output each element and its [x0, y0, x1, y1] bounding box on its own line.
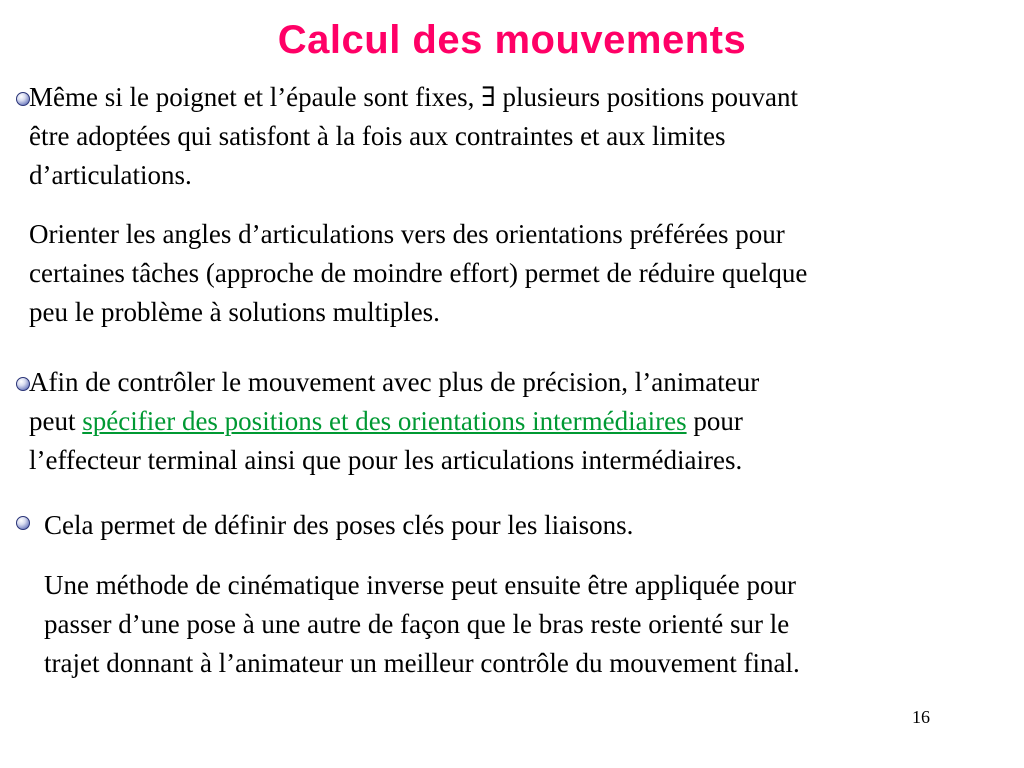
text-fragment: pour [686, 406, 743, 436]
text-line: peu le problème à solutions multiples. [29, 297, 440, 327]
bullet-paragraph-1 [29, 78, 798, 195]
sphere-bullet-icon [16, 92, 30, 106]
text-line: Orienter les angles d’articulations vers des orientations préférées pour [29, 219, 785, 249]
text-line: Même si le poignet et l’épaule sont fixes, ∃ plusieurs positions pouvant [29, 82, 799, 112]
bullet-paragraph-2 [29, 363, 759, 480]
text-line: être adoptées qui satisfont à la fois aux contraintes et aux limites [29, 121, 726, 151]
text-line: Cela permet de définir des poses clés pour les liaisons. [44, 510, 634, 540]
text-line: trajet donnant à l’animateur un meilleur contrôle du mouvement final. [44, 648, 800, 678]
text-line: l’effecteur terminal ainsi que pour les articulations intermédiaires. [29, 445, 743, 475]
text-line: d’articulations. [29, 160, 192, 190]
hyperlink[interactable]: spécifier des positions et des orientations intermédiaires [82, 406, 687, 436]
text-line: certaines tâches (approche de moindre effort) permet de réduire quelque [29, 258, 808, 288]
sphere-bullet-icon [16, 516, 30, 530]
text-line [29, 402, 759, 441]
text-line: Afin de contrôler le mouvement avec plus de précision, l’animateur [29, 367, 760, 397]
slide-title: Calcul des mouvements [277, 18, 747, 62]
sub-paragraph-1 [29, 215, 807, 332]
text-fragment: peut [29, 406, 83, 436]
sphere-bullet-icon [16, 377, 30, 391]
bullet-paragraph-3 [44, 506, 633, 545]
text-line: Une méthode de cinématique inverse peut ensuite être appliquée pour [44, 570, 796, 600]
sub-paragraph-2 [44, 566, 800, 683]
text-line: passer d’une pose à une autre de façon que le bras reste orienté sur le [44, 609, 790, 639]
page-number: 16 [912, 707, 930, 727]
